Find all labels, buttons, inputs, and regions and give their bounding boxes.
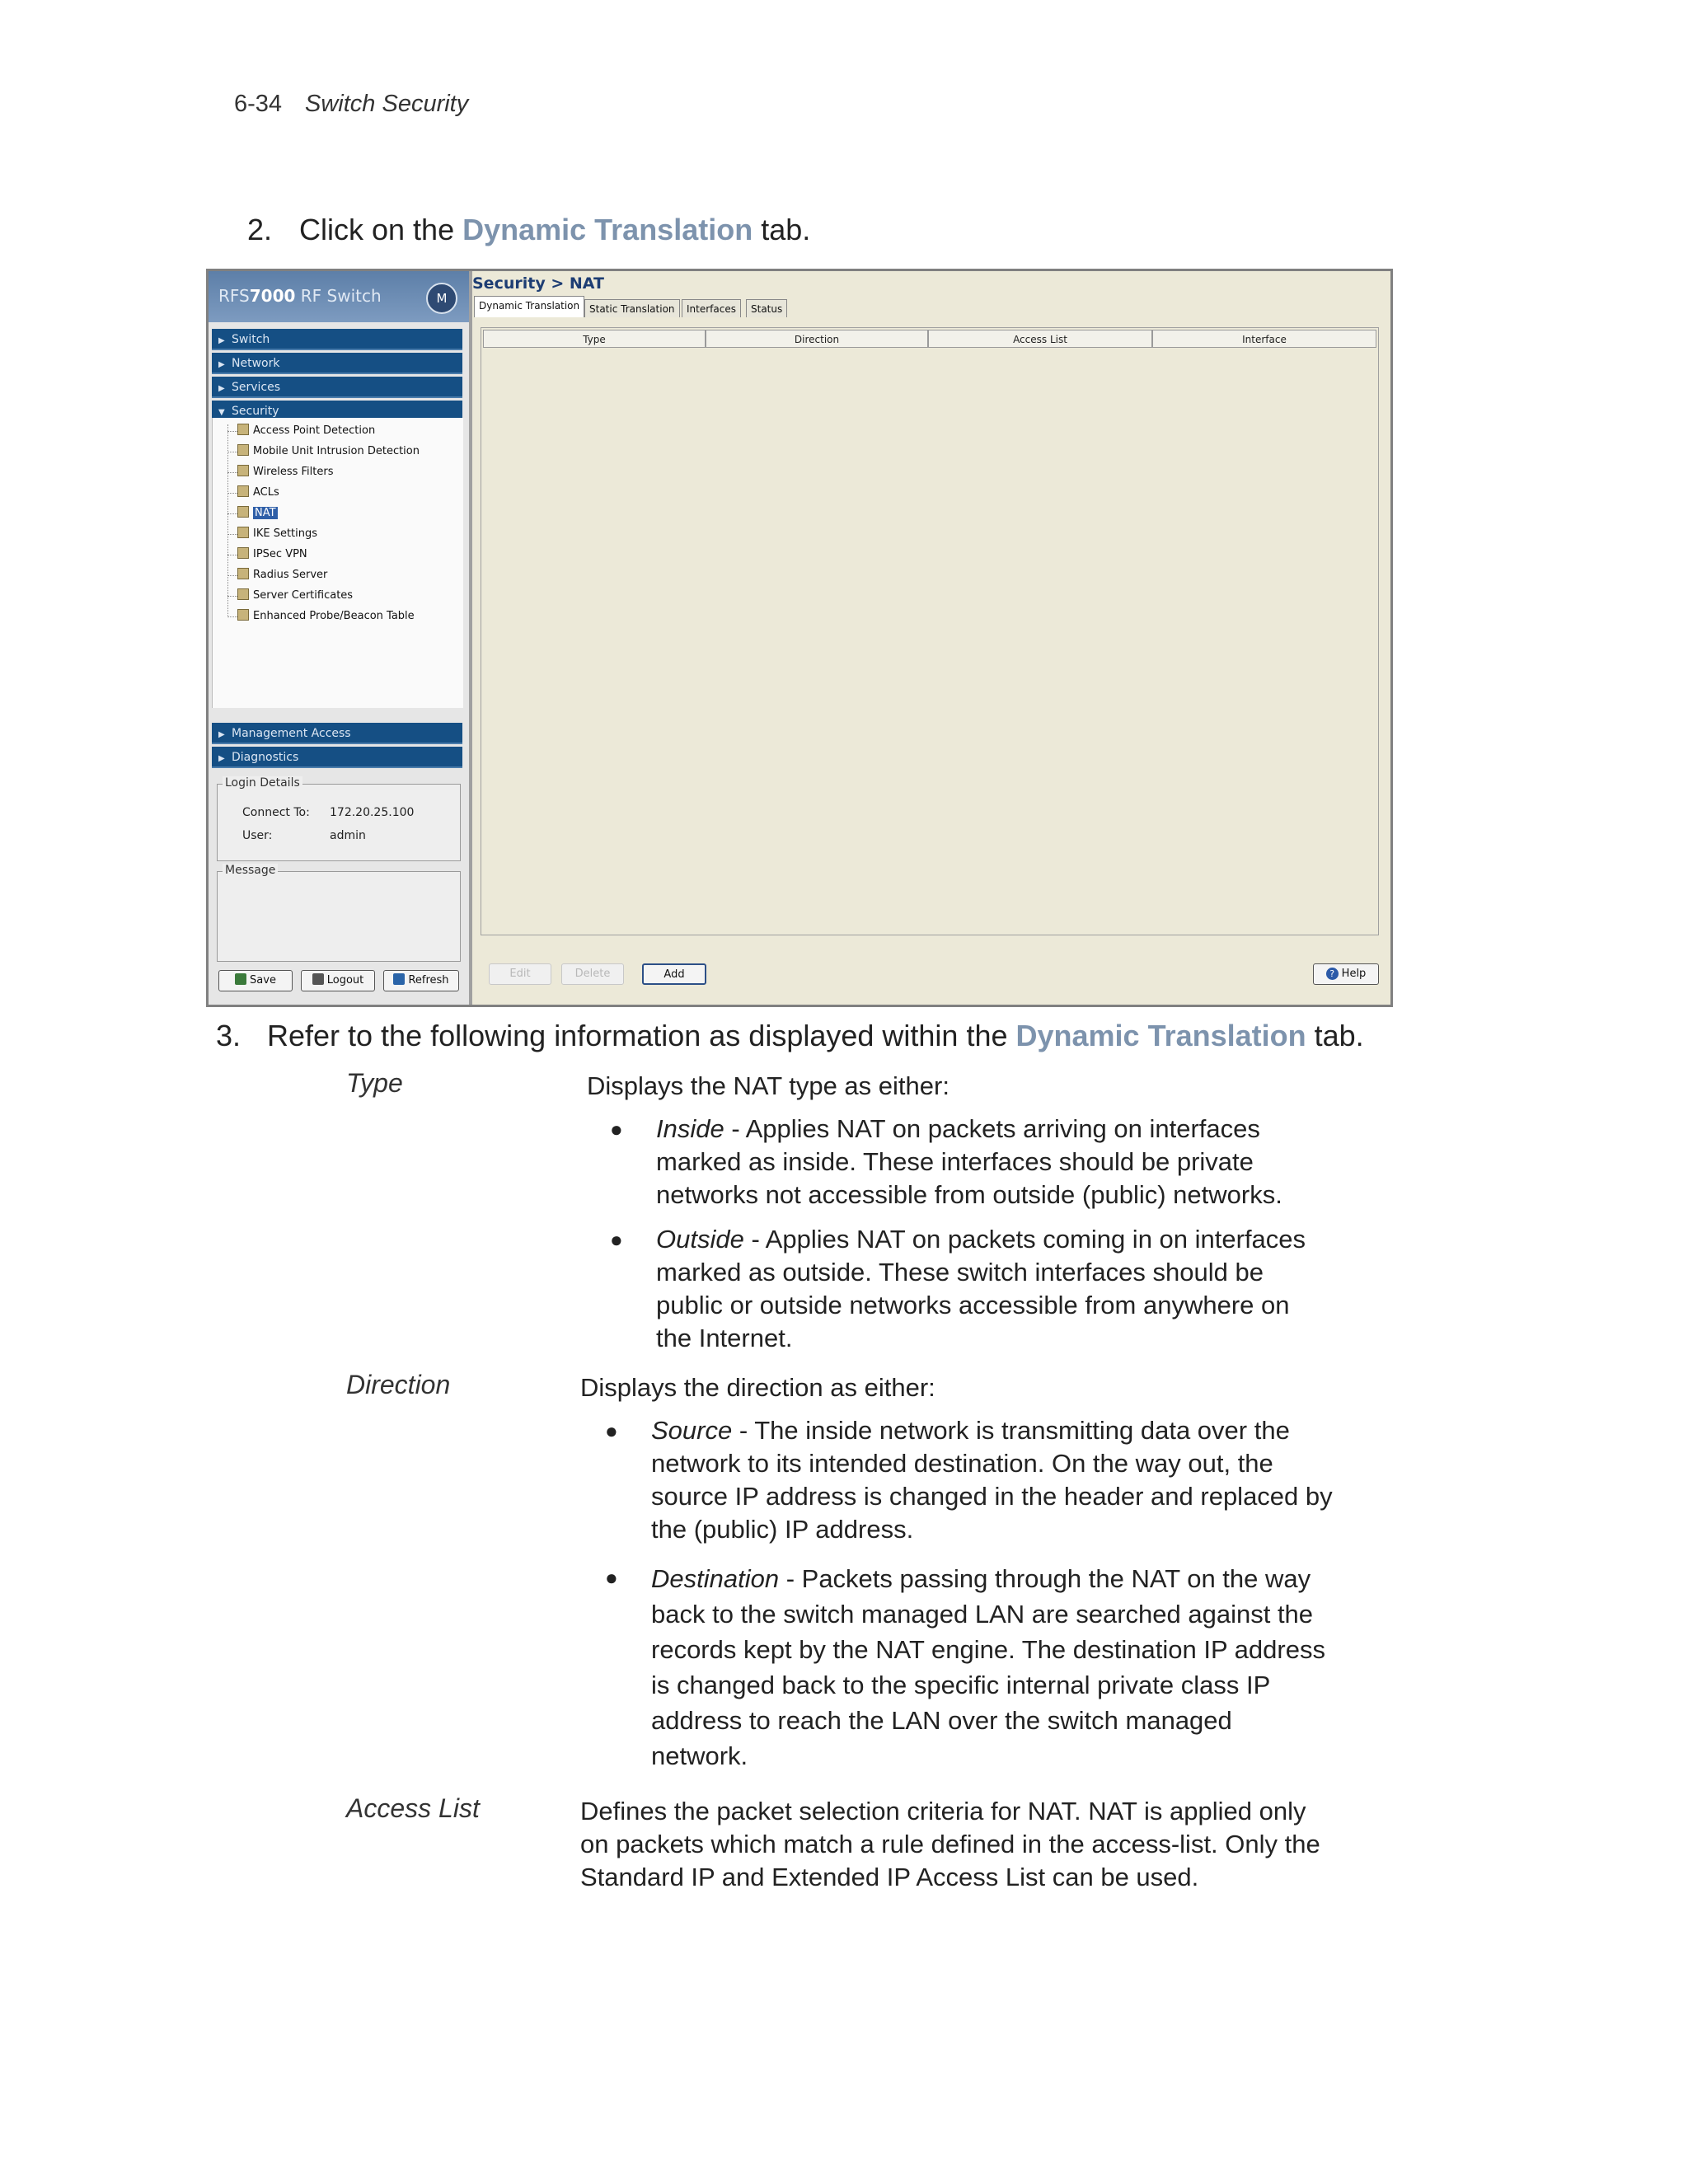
tree-item-wireless-filters[interactable]: Wireless Filters [237,465,334,480]
bullet-dot: ● [605,1418,618,1443]
motorola-logo-icon: M [426,283,457,314]
term-access-list: Access List [346,1793,480,1823]
tree-item-mobile-unit-intrusion[interactable]: Mobile Unit Intrusion Detection [237,444,420,459]
acl-icon [237,485,249,497]
nat-icon [237,506,249,518]
connect-value: 172.20.25.100 [330,806,415,819]
app-window [206,269,1393,1007]
step-number: 2. [247,213,273,246]
intrusion-icon [237,444,249,456]
vpn-icon [237,547,249,559]
bullet-source: Source - The inside network is transmitting data over the network to its intended destination. On the way out, the source IP address is changed in the header and replaced by the (public) IP address. [651,1416,1333,1544]
help-icon: ? [1326,968,1339,980]
access-list-description: Defines the packet selection criteria for NAT. NAT is applied only on packets which match a rule defined in the access-list. Only the Standard IP and Extended IP Access List can be used. [580,1797,1320,1891]
nav-item-services[interactable]: ▶ Services [212,377,462,398]
tree-item-access-point-detection[interactable]: Access Point Detection [237,424,375,438]
nat-table [481,327,1379,935]
message-legend: Message [223,864,278,877]
probe-icon [237,609,249,621]
nav-item-network[interactable]: ▶ Network [212,353,462,374]
bullet-destination: Destination - Packets passing through the NAT on the way back to the switch managed LAN are searched against the records kept by the NAT engine. The destination IP address is changed back to the specific internal private class IP address to reach the LAN over the switch managed network. [651,1564,1325,1770]
step-highlight: Dynamic Translation [462,213,753,246]
tab-static-translation[interactable]: Static Translation [584,299,680,317]
save-button[interactable]: Save [218,970,293,991]
delete-button[interactable]: Delete [561,963,624,985]
login-details [217,776,461,861]
step-highlight: Dynamic Translation [1015,1019,1306,1052]
refresh-icon [393,973,405,985]
tree-item-nat[interactable]: NAT [237,506,278,521]
tree-item-enhanced-probe[interactable]: Enhanced Probe/Beacon Table [237,609,415,624]
step-text-end: tab. [753,213,811,246]
tree-item-acls[interactable]: ACLs [237,485,279,500]
logout-button[interactable]: Logout [301,970,375,991]
logout-icon [312,973,324,985]
connect-label: Connect To: [242,806,310,819]
breadcrumb: Security > NAT [472,274,604,293]
tree-item-server-certificates[interactable]: Server Certificates [237,588,353,603]
edit-button[interactable]: Edit [489,963,551,985]
nav-item-diagnostics[interactable]: ▶ Diagnostics [212,747,462,768]
brand-bar [209,271,469,322]
step-text: Refer to the following information as displayed within the [267,1019,1016,1052]
security-tree [212,418,463,708]
user-value: admin [330,829,366,842]
section-title: Switch Security [305,91,469,117]
certificate-icon [237,588,249,600]
tab-interfaces[interactable]: Interfaces [682,299,741,317]
save-icon [235,973,246,985]
nav-item-switch[interactable]: ▶ Switch [212,329,462,350]
add-button[interactable]: Add [642,963,706,985]
tree-item-ipsec-vpn[interactable]: IPSec VPN [237,547,307,562]
bullet-dot: ● [605,1565,618,1590]
bullet-dot: ● [610,1227,623,1252]
term-type: Type [346,1068,403,1098]
column-header-access-list[interactable]: Access List [928,330,1152,348]
brand-title: RFS7000 RF Switch [218,286,382,306]
type-intro: Displays the NAT type as either: [587,1071,950,1100]
help-button[interactable]: ? Help [1313,963,1379,985]
left-panel [209,271,472,1005]
bullet-inside: Inside - Applies NAT on packets arriving on interfaces marked as inside. These interfaces should be private networks not accessible from outside (public) networks. [656,1114,1282,1209]
login-details-legend: Login Details [223,776,302,790]
term-direction: Direction [346,1370,451,1399]
step-text-end: tab. [1306,1019,1364,1052]
tree-item-ike-settings[interactable]: IKE Settings [237,527,317,541]
direction-intro: Displays the direction as either: [580,1373,935,1402]
tab-status[interactable]: Status [746,299,787,317]
tree-item-radius-server[interactable]: Radius Server [237,568,327,583]
server-icon [237,568,249,579]
message-box [217,864,461,962]
column-header-direction[interactable]: Direction [706,330,928,348]
page-number: 6-34 [234,91,283,117]
step-2 [247,213,810,247]
lock-icon [237,527,249,538]
bullet-outside: Outside - Applies NAT on packets coming in on interfaces marked as outside. These switch interfaces should be public or outside networks accessible from anywhere on the Internet. [656,1225,1306,1352]
step-3 [216,1019,1364,1053]
user-label: User: [242,829,273,842]
column-header-interface[interactable]: Interface [1152,330,1376,348]
tab-dynamic-translation[interactable]: Dynamic Translation [474,296,584,317]
refresh-button[interactable]: Refresh [383,970,459,991]
access-point-icon [237,424,249,435]
filter-icon [237,465,249,476]
step-number: 3. [216,1019,241,1052]
nav-item-management-access[interactable]: ▶ Management Access [212,723,462,744]
nav-item-security[interactable]: ▼ Security [212,401,462,422]
column-header-type[interactable]: Type [483,330,706,348]
step-text: Click on the [299,213,463,246]
bullet-dot: ● [610,1117,623,1141]
